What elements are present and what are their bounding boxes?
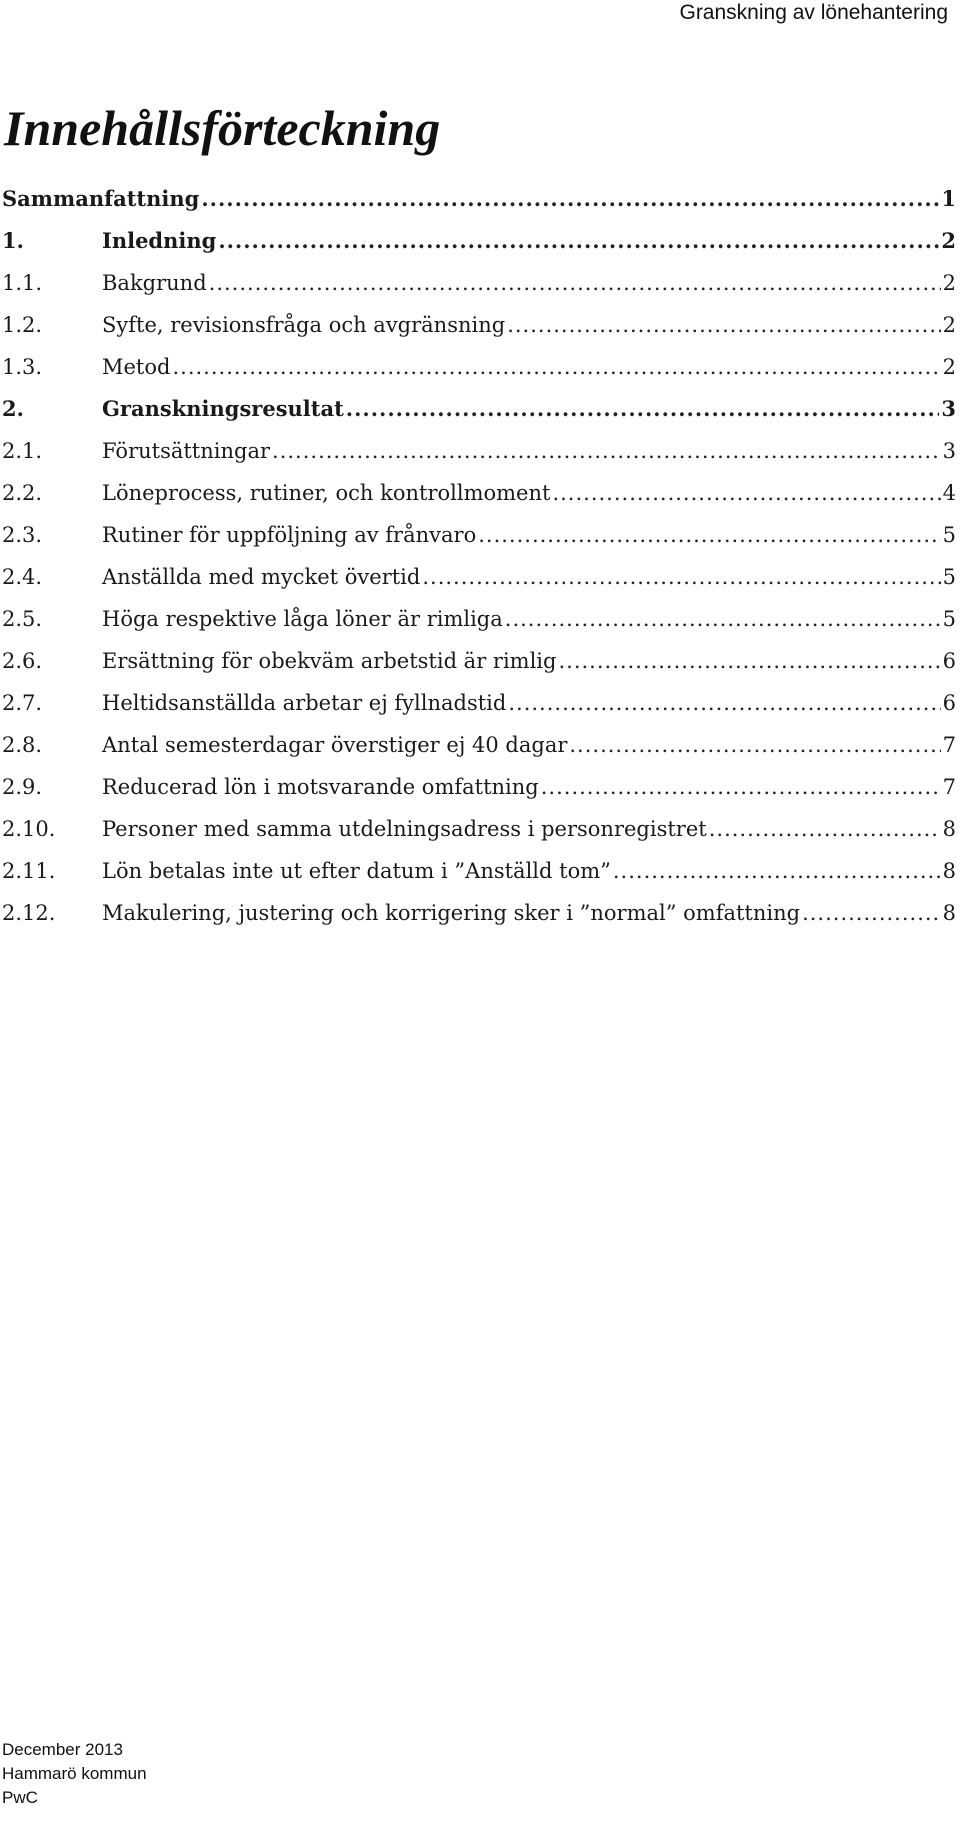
toc-entry-page-number: 5	[942, 607, 956, 631]
toc-entry[interactable]	[2, 346, 956, 388]
toc-entry-page-number: 3	[941, 396, 956, 421]
footer-date: December 2013	[2, 1740, 123, 1759]
toc-entry[interactable]	[2, 598, 956, 640]
toc-entry-label: Rutiner för uppföljning av frånvaro	[102, 523, 477, 547]
toc-entry-page-number: 2	[941, 228, 956, 253]
toc-entry-number: 2.12.	[2, 901, 56, 925]
toc-entry-number: 1.	[2, 228, 24, 253]
toc-entry[interactable]	[2, 388, 956, 430]
toc-entry-page-number: 8	[942, 901, 956, 925]
toc-entry[interactable]	[2, 766, 956, 808]
toc-entry-label: Bakgrund	[102, 271, 207, 295]
toc-entry-number: 2.1.	[2, 439, 43, 463]
toc-entry-page-number: 6	[942, 691, 956, 715]
toc-entry-label: Löneprocess, rutiner, och kontrollmoment	[102, 481, 551, 505]
toc-dot-leader	[569, 724, 940, 766]
toc-entry-number: 2.6.	[2, 649, 43, 673]
toc-entry-page-number: 7	[942, 733, 956, 757]
toc-entry-number: 2.4.	[2, 565, 43, 589]
toc-entry[interactable]	[2, 556, 956, 598]
toc-entry-number: 1.3.	[2, 355, 43, 379]
toc-entry-page-number: 5	[942, 523, 956, 547]
toc-entry-page-number: 1	[941, 186, 956, 211]
toc-entry-label: Syfte, revisionsfråga och avgränsning	[102, 313, 506, 337]
toc-entry-page-number: 6	[942, 649, 956, 673]
toc-entry-page-number: 7	[942, 775, 956, 799]
toc-entry-label: Personer med samma utdelningsadress i personregistret	[102, 817, 707, 841]
page-footer	[2, 1738, 147, 1810]
toc-entry-number: 2.9.	[2, 775, 43, 799]
toc-dot-leader	[172, 346, 940, 388]
toc-dot-leader	[802, 892, 941, 934]
toc-entry-page-number: 8	[942, 817, 956, 841]
toc-entry-page-number: 4	[942, 481, 956, 505]
toc-dot-leader	[613, 850, 941, 892]
footer-firm: PwC	[2, 1788, 38, 1807]
toc-entry-label: Anställda med mycket övertid	[102, 565, 421, 589]
toc-entry-number: 2.8.	[2, 733, 43, 757]
toc-title: Innehållsförteckning	[4, 100, 441, 156]
toc-dot-leader	[508, 682, 940, 724]
toc-entry-page-number: 3	[942, 439, 956, 463]
toc-entry-page-number: 2	[942, 271, 956, 295]
toc-dot-leader	[201, 178, 939, 220]
toc-entry-label: Granskningsresultat	[102, 396, 344, 421]
toc-entry-page-number: 8	[942, 859, 956, 883]
toc-dot-leader	[558, 640, 940, 682]
toc-dot-leader	[346, 388, 940, 430]
toc-dot-leader	[422, 556, 940, 598]
toc-entry-number: 2.5.	[2, 607, 43, 631]
toc-entry-page-number: 2	[942, 313, 956, 337]
toc-dot-leader	[709, 808, 941, 850]
footer-organization: Hammarö kommun	[2, 1764, 147, 1783]
toc-entry-label: Metod	[102, 355, 171, 379]
toc-entry-label: Antal semesterdagar överstiger ej 40 dagar	[102, 733, 568, 757]
toc-entry-number: 1.1.	[2, 271, 43, 295]
toc-entry[interactable]	[2, 178, 956, 220]
toc-entry[interactable]	[2, 850, 956, 892]
toc-entry-label: Sammanfattning	[2, 186, 200, 211]
toc-entry-label: Inledning	[102, 228, 217, 253]
toc-entry-number: 2.2.	[2, 481, 43, 505]
toc-entry-label: Lön betalas inte ut efter datum i ”Anställd tom”	[102, 859, 611, 883]
toc-entry-label: Makulering, justering och korrigering sker i ”normal” omfattning	[102, 901, 801, 925]
toc-entry[interactable]	[2, 430, 956, 472]
toc-entry[interactable]	[2, 304, 956, 346]
toc-entry[interactable]	[2, 220, 956, 262]
toc-entry-label: Ersättning för obekväm arbetstid är rimlig	[102, 649, 557, 673]
toc-dot-leader	[507, 304, 940, 346]
toc-entry-label: Höga respektive låga löner är rimliga	[102, 607, 503, 631]
toc-entry[interactable]	[2, 262, 956, 304]
toc-dot-leader	[552, 472, 940, 514]
toc-entry[interactable]	[2, 808, 956, 850]
toc-entry[interactable]	[2, 640, 956, 682]
toc-entry[interactable]	[2, 892, 956, 934]
toc-entry-page-number: 2	[942, 355, 956, 379]
toc-entry-number: 1.2.	[2, 313, 43, 337]
toc-entry[interactable]	[2, 682, 956, 724]
toc-dot-leader	[478, 514, 940, 556]
toc-dot-leader	[541, 766, 941, 808]
toc-dot-leader	[218, 220, 939, 262]
toc-dot-leader	[209, 262, 941, 304]
toc-entry[interactable]	[2, 472, 956, 514]
toc-entry-label: Heltidsanställda arbetar ej fyllnadstid	[102, 691, 507, 715]
toc-entry-number: 2.11.	[2, 859, 56, 883]
toc-entry-number: 2.3.	[2, 523, 43, 547]
toc-entry-page-number: 5	[942, 565, 956, 589]
toc-dot-leader	[505, 598, 941, 640]
toc-dot-leader	[272, 430, 941, 472]
toc-entry-number: 2.	[2, 396, 24, 421]
running-header: Granskning av lönehantering	[679, 1, 948, 24]
toc-entry-label: Förutsättningar	[102, 439, 271, 463]
toc-entry[interactable]	[2, 514, 956, 556]
toc-entry-number: 2.7.	[2, 691, 43, 715]
table-of-contents	[2, 178, 956, 934]
toc-entry-number: 2.10.	[2, 817, 56, 841]
toc-entry[interactable]	[2, 724, 956, 766]
toc-entry-label: Reducerad lön i motsvarande omfattning	[102, 775, 539, 799]
